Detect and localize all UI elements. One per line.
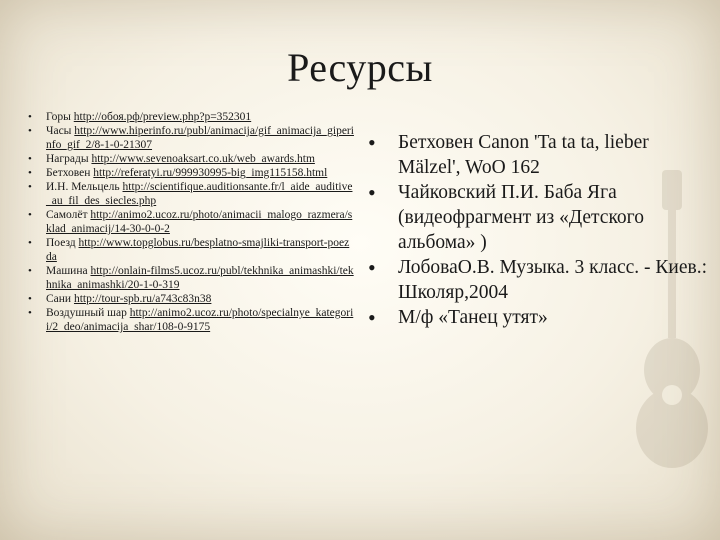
resource-link[interactable]: http://обоя.рф/preview.php?p=352301 bbox=[73, 111, 252, 123]
list-item: • Поезд http://www.topglobus.ru/besplatno-smajliki-transport-poezda bbox=[22, 236, 354, 264]
list-item: • Сани http://tour-spb.ru/a743c83n38 bbox=[22, 292, 354, 306]
list-item: • Награды http://www.sevenoaksart.co.uk/web_awards.htm bbox=[22, 152, 354, 166]
list-item: • М/ф «Танец утят» bbox=[362, 305, 712, 330]
resource-link[interactable]: http://animo2.ucoz.ru/photo/specialnye_kategorii/2_deo/animacija_shar/108-0-9175 bbox=[46, 307, 354, 333]
list-item: • Машина http://onlain-films5.ucoz.ru/publ/tekhnika_animashki/tekhnika_animashki/20-1-0-319 bbox=[22, 264, 354, 292]
list-item: • Горы http://обоя.рф/preview.php?p=352301 bbox=[22, 110, 354, 124]
resource-link[interactable]: http://www.hiperinfo.ru/publ/animacija/gif_animacija_giperinfo_gif_2/8-1-0-21307 bbox=[46, 125, 354, 151]
resource-link[interactable]: http://onlain-films5.ucoz.ru/publ/tekhnika_animashki/tekhnika_animashki/20-1-0-319 bbox=[46, 265, 354, 291]
list-item: • ЛобоваО.В. Музыка. 3 класс. - Киев.: Школяр,2004 bbox=[362, 255, 712, 305]
list-item: • Чайковский П.И. Баба Яга (видеофрагмент из «Детского альбома» ) bbox=[362, 180, 712, 255]
list-item: • И.Н. Мельцель http://scientifique.auditionsante.fr/l_aide_auditive_au_fil_des_siecles.php bbox=[22, 180, 354, 208]
resource-link[interactable]: http://referatyi.ru/999930995-big_img115158.html bbox=[93, 167, 328, 179]
resource-link[interactable]: http://www.topglobus.ru/besplatno-smajliki-transport-poezda bbox=[46, 237, 350, 263]
resource-link[interactable]: http://animo2.ucoz.ru/photo/animacii_malogo_razmera/sklad_animacij/14-30-0-0-2 bbox=[46, 209, 353, 235]
list-item: • Часы http://www.hiperinfo.ru/publ/animacija/gif_animacija_giperinfo_gif_2/8-1-0-21307 bbox=[22, 124, 354, 152]
slide-title: Ресурсы bbox=[287, 45, 433, 90]
sources-list bbox=[362, 130, 712, 330]
resource-link[interactable]: http://tour-spb.ru/a743c83n38 bbox=[73, 293, 212, 305]
resource-link[interactable]: http://scientifique.auditionsante.fr/l_aide_auditive_au_fil_des_siecles.php bbox=[46, 181, 353, 207]
list-item: • Самолёт http://animo2.ucoz.ru/photo/animacii_malogo_razmera/sklad_animacij/14-30-0-0-2 bbox=[22, 208, 354, 236]
resource-link[interactable]: http://www.sevenoaksart.co.uk/web_awards.htm bbox=[91, 153, 315, 165]
list-item: • Бетховен Canon 'Ta ta ta, lieber Mälzel', WoO 162 bbox=[362, 130, 712, 180]
list-item: • Воздушный шар http://animo2.ucoz.ru/photo/specialnye_kategorii/2_deo/animacija_shar/108-0-9175 bbox=[22, 306, 354, 334]
list-item: • Бетховен http://referatyi.ru/999930995-big_img115158.html bbox=[22, 166, 354, 180]
resource-links-list bbox=[22, 110, 354, 334]
